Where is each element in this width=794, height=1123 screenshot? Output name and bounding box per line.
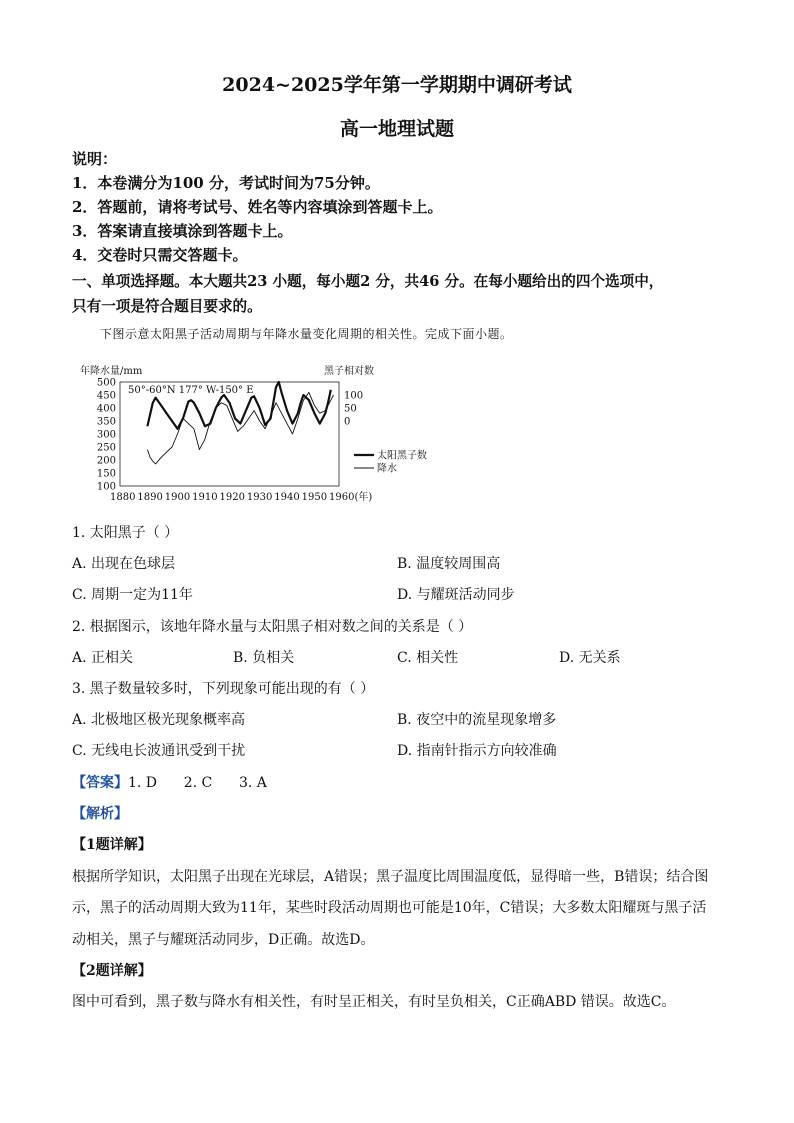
right-axis-title: 黑子相对数	[324, 366, 374, 377]
x-tick-label: 1880	[110, 492, 136, 503]
analysis-q1-line: 示，黑子的活动周期大致为11年，某些时段活动周期也可能是10年，C错误；大多数太阳耀斑与黑子活	[72, 900, 707, 916]
legend-label: 太阳黑子数	[377, 450, 427, 462]
analysis-q2-line: 图中可看到，黑子数与降水有相关性，有时呈正相关，有时呈负相关，C正确ABD 错误。故选C。	[72, 994, 676, 1010]
question-2-option-a: A. 正相关	[72, 650, 134, 666]
notes-item: 1．本卷满分为100 分，考试时间为75分钟。	[72, 174, 380, 192]
sunspot-precipitation-chart	[78, 362, 427, 507]
question-intro: 下图示意太阳黑子活动周期与年降水量变化周期的相关性。完成下面小题。	[100, 327, 513, 341]
analysis-q2-tag: 【2题详解】	[72, 963, 152, 979]
question-3-option-c: C. 无线电长波通讯受到干扰	[72, 743, 246, 759]
x-tick-label: 1930	[246, 492, 273, 503]
analysis-q1-line: 根据所学知识，太阳黑子出现在光球层，A错误；黑子温度比周围温度低，显得暗一些，B错误；结合图	[72, 869, 709, 885]
y-left-tick-label: 150	[96, 468, 116, 480]
question-3-option-b: B. 夜空中的流星现象增多	[397, 712, 557, 728]
notes-item: 4．交卷时只需交答题卡。	[72, 246, 248, 264]
answer-row	[72, 772, 267, 792]
section-heading-line1: 一、单项选择题。本大题共23 小题，每小题2 分，共46 分。在每小题给出的四个选项中，	[72, 273, 664, 290]
question-3-option-d: D. 指南针指示方向较准确	[397, 743, 557, 759]
answer-tag: 【答案】	[72, 775, 128, 791]
notes-heading: 说明：	[72, 150, 118, 168]
x-tick-label: 1950	[301, 492, 328, 503]
exam-subtitle: 高一地理试题	[339, 118, 454, 140]
x-tick-label: 1940	[274, 492, 300, 503]
x-tick-label: 1960(年)	[329, 492, 373, 503]
region-label: 50°-60°N 177° W-150° E	[128, 385, 254, 396]
y-right-tick-label: 0	[344, 416, 351, 428]
y-left-tick-label: 100	[96, 481, 116, 493]
x-tick-label: 1920	[219, 492, 245, 503]
question-1-stem: 1. 太阳黑子（ ）	[72, 525, 179, 541]
x-tick-label: 1890	[137, 492, 163, 503]
notes-item: 3．答案请直接填涂到答题卡上。	[72, 222, 293, 240]
x-tick-label: 1910	[192, 492, 218, 503]
y-left-tick-label: 250	[96, 442, 116, 454]
y-left-tick-label: 200	[96, 455, 116, 467]
y-left-tick-label: 300	[96, 429, 116, 441]
analysis-tag: 【解析】	[72, 806, 128, 822]
question-2-stem: 2. 根据图示，该地年降水量与太阳黑子相对数之间的关系是（ ）	[72, 619, 473, 635]
y-left-tick-label: 400	[96, 403, 116, 415]
y-right-tick-label: 100	[344, 390, 364, 402]
y-left-tick-label: 450	[96, 390, 116, 402]
question-1-option-b: B. 温度较周围高	[397, 556, 501, 572]
y-left-tick-label: 500	[96, 377, 116, 389]
legend-label: 降水	[377, 463, 397, 475]
question-2-option-b: B. 负相关	[233, 650, 295, 666]
answer-text: 1. D 2. C 3. A	[128, 775, 267, 791]
question-3-option-a: A. 北极地区极光现象概率高	[72, 712, 246, 728]
exam-title: 2024~2025学年第一学期期中调研考试	[222, 74, 572, 96]
left-axis-title: 年降水量/mm	[80, 366, 143, 377]
question-1-option-d: D. 与耀斑活动同步	[397, 587, 515, 603]
precipitation-series-line	[147, 392, 333, 464]
y-left-tick-label: 350	[96, 416, 116, 428]
question-1-option-c: C. 周期一定为11年	[72, 587, 193, 603]
notes-item: 2．答题前，请将考试号、姓名等内容填涂到答题卡上。	[72, 198, 443, 216]
question-1-option-a: A. 出现在色球层	[72, 556, 176, 572]
question-2-option-d: D. 无关系	[559, 650, 621, 666]
question-2-option-c: C. 相关性	[397, 650, 459, 666]
question-3-stem: 3. 黑子数量较多时，下列现象可能出现的有（ ）	[72, 681, 375, 697]
section-heading-line2: 只有一项是符合题目要求的。	[72, 298, 262, 315]
x-tick-label: 1900	[164, 492, 191, 503]
analysis-q1-tag: 【1题详解】	[72, 837, 152, 853]
y-right-tick-label: 50	[344, 403, 357, 415]
analysis-q1-line: 动相关，黑子与耀斑活动同步，D正确。故选D。	[72, 932, 375, 948]
